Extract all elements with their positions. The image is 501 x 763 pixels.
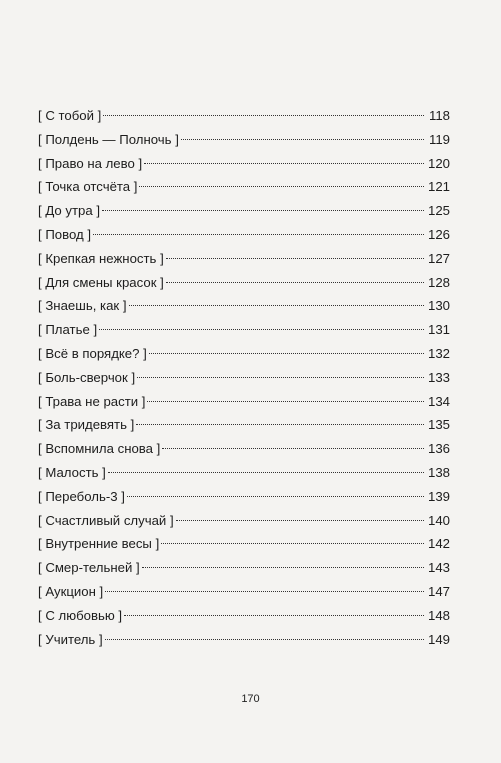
- toc-entry: [38, 580, 450, 604]
- toc-entry: [38, 175, 450, 199]
- toc-entry-title: [ До утра ]: [38, 203, 101, 219]
- toc-entry-page: 128: [427, 274, 450, 290]
- toc-entry: [38, 318, 450, 342]
- toc-entry-title: [ Аукцион ]: [38, 583, 104, 599]
- dot-leader: [129, 305, 424, 306]
- toc-entry: [38, 509, 450, 533]
- toc-entry-page: 138: [427, 464, 450, 480]
- toc-entry-page: 140: [427, 512, 450, 528]
- toc-entry: [38, 128, 450, 152]
- toc-entry-title: [ Счастливый случай ]: [38, 512, 174, 528]
- table-of-contents: [38, 104, 450, 651]
- dot-leader: [102, 210, 424, 211]
- dot-leader: [127, 496, 424, 497]
- toc-entry-title: [ Внутренние весы ]: [38, 536, 160, 552]
- toc-entry: [38, 532, 450, 556]
- toc-entry-page: 134: [427, 393, 450, 409]
- toc-entry-page: 119: [428, 131, 450, 147]
- dot-leader: [142, 567, 424, 568]
- toc-entry: [38, 271, 450, 295]
- toc-entry-title: [ Учитель ]: [38, 631, 103, 647]
- toc-entry-page: 126: [427, 226, 450, 242]
- toc-entry-page: 148: [427, 607, 450, 623]
- toc-entry-page: 139: [427, 488, 450, 504]
- toc-entry: [38, 294, 450, 318]
- toc-entry-title: [ Полдень — Полночь ]: [38, 131, 179, 147]
- toc-entry-page: 149: [427, 631, 450, 647]
- dot-leader: [161, 543, 424, 544]
- page-number: 170: [241, 693, 260, 705]
- toc-entry: [38, 604, 450, 628]
- dot-leader: [124, 615, 424, 616]
- dot-leader: [166, 282, 424, 283]
- toc-entry-title: [ Переболь-3 ]: [38, 488, 125, 504]
- toc-entry: [38, 342, 450, 366]
- dot-leader: [176, 520, 424, 521]
- toc-entry-page: 121: [427, 179, 450, 195]
- toc-entry-title: [ С тобой ]: [38, 108, 102, 123]
- toc-entry-page: 147: [427, 583, 450, 599]
- toc-entry: [38, 390, 450, 414]
- toc-entry: [38, 199, 450, 223]
- toc-entry-title: [ Платье ]: [38, 322, 98, 338]
- toc-entry: [38, 437, 450, 461]
- toc-entry-title: [ Смер-тельней ]: [38, 560, 140, 576]
- toc-entry-page: 120: [427, 155, 450, 171]
- toc-entry-page: 130: [427, 298, 450, 314]
- toc-entry-title: [ Трава не расти ]: [38, 393, 146, 409]
- toc-entry-title: [ Всё в порядке? ]: [38, 345, 147, 361]
- dot-leader: [181, 139, 424, 140]
- toc-entry-title: [ Крепкая нежность ]: [38, 250, 164, 266]
- toc-entry-page: 132: [427, 345, 450, 361]
- toc-entry-page: 143: [427, 560, 450, 576]
- dot-leader: [105, 591, 424, 592]
- dot-leader: [99, 329, 424, 330]
- toc-entry-page: 142: [427, 536, 450, 552]
- toc-entry-page: 131: [427, 322, 450, 338]
- toc-entry: [38, 366, 450, 390]
- dot-leader: [139, 186, 424, 187]
- dot-leader: [105, 639, 424, 640]
- toc-entry-page: 135: [427, 417, 450, 433]
- toc-entry-page: 133: [427, 369, 450, 385]
- toc-entry: [38, 461, 450, 485]
- toc-entry-page: 127: [427, 250, 450, 266]
- toc-entry-title: [ Вспомнила снова ]: [38, 441, 161, 457]
- toc-entry-title: [ С любовью ]: [38, 607, 123, 623]
- toc-entry-title: [ Малость ]: [38, 464, 106, 480]
- dot-leader: [93, 234, 424, 235]
- toc-entry: [38, 556, 450, 580]
- dot-leader: [149, 353, 424, 354]
- toc-entry-title: [ Для смены красок ]: [38, 274, 164, 290]
- toc-entry: [38, 247, 450, 271]
- dot-leader: [166, 258, 424, 259]
- toc-entry: [38, 485, 450, 509]
- dot-leader: [136, 424, 424, 425]
- toc-entry-title: [ Повод ]: [38, 226, 92, 242]
- toc-entry-title: [ Боль-сверчок ]: [38, 369, 136, 385]
- toc-entry: [38, 628, 450, 652]
- toc-entry-title: [ Право на лево ]: [38, 155, 143, 171]
- toc-entry-page: 125: [427, 203, 450, 219]
- toc-entry-title: [ Знаешь, как ]: [38, 298, 127, 314]
- toc-entry: [38, 152, 450, 176]
- dot-leader: [137, 377, 424, 378]
- toc-entry-page: 136: [427, 441, 450, 457]
- dot-leader: [108, 472, 424, 473]
- toc-entry: [38, 413, 450, 437]
- dot-leader: [147, 401, 424, 402]
- toc-entry-title: [ За тридевять ]: [38, 417, 135, 433]
- toc-entry-page: 118: [428, 108, 450, 123]
- toc-entry: [38, 104, 450, 128]
- dot-leader: [144, 163, 424, 164]
- dot-leader: [162, 448, 424, 449]
- toc-entry: [38, 223, 450, 247]
- toc-entry-title: [ Точка отсчёта ]: [38, 179, 138, 195]
- dot-leader: [103, 115, 424, 116]
